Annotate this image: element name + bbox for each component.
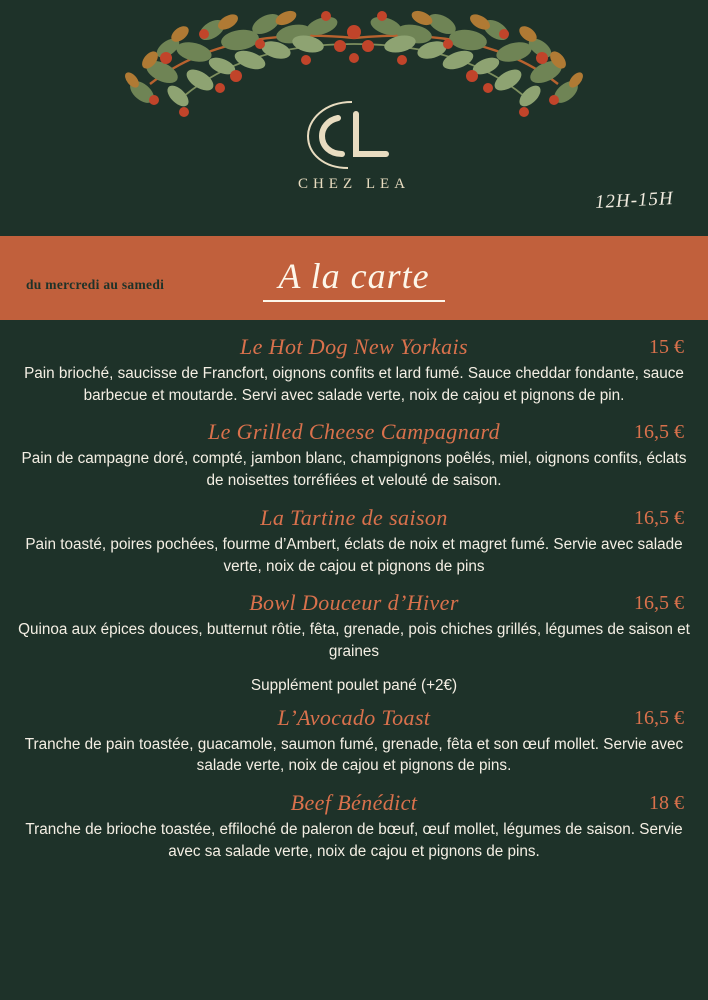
menu-item-name: Bowl Douceur d’Hiver bbox=[249, 590, 459, 616]
menu-item-name: La Tartine de saison bbox=[260, 504, 448, 530]
menu-item-head bbox=[12, 790, 696, 816]
menu-item-description: Pain brioché, saucisse de Francfort, oignons confits et lard fumé. Sauce cheddar fondante, sauce barbecue et moutarde. Servi avec salade verte, noix de cajou et pignons de pin. bbox=[24, 365, 684, 404]
section-banner bbox=[0, 236, 708, 320]
brand-logo bbox=[224, 96, 484, 193]
menu-item-price: 16,5 € bbox=[634, 592, 684, 615]
menu-item-name: Le Hot Dog New Yorkais bbox=[239, 334, 469, 359]
menu-item-head bbox=[12, 419, 696, 445]
menu-item-head bbox=[12, 705, 696, 731]
section-title: A la carte bbox=[278, 256, 430, 296]
menu-item-head bbox=[12, 590, 696, 616]
service-days: du mercredi au samedi bbox=[26, 277, 165, 292]
menu-item-description: Pain toasté, poires pochées, fourme d’Ambert, éclats de noix et magret fumé. Servie avec salade verte, noix de cajou et pignons de pins bbox=[25, 535, 683, 575]
menu-header bbox=[0, 0, 708, 236]
menu-item-name: L’Avocado Toast bbox=[277, 704, 431, 730]
menu-item-price: 16,5 € bbox=[634, 506, 684, 529]
title-underline bbox=[263, 300, 445, 302]
menu-item bbox=[12, 419, 696, 491]
menu-item-name: Le Grilled Cheese Campagnard bbox=[207, 419, 501, 445]
menu-item-price: 16,5 € bbox=[634, 706, 684, 729]
menu-item-description: Quinoa aux épices douces, butternut rôtie, fêta, grenade, pois chiches grillés, légumes de saison et graines bbox=[18, 621, 690, 661]
brand-name: CHEZ LEA bbox=[297, 176, 411, 192]
menu-item-name: Beef Bénédict bbox=[290, 790, 418, 816]
menu-list bbox=[0, 320, 708, 863]
menu-item bbox=[12, 790, 696, 862]
menu-item bbox=[12, 334, 696, 406]
menu-item-description: Tranche de pain toastée, guacamole, saumon fumé, grenade, fêta et son œuf mollet. Servie avec salade verte, noix de cajou et pignons de pins. bbox=[24, 735, 684, 775]
menu-item-description: Pain de campagne doré, compté, jambon blanc, champignons poêlés, miel, oignons confits, éclats de noisettes torréfiées et velouté de saison. bbox=[21, 450, 687, 490]
menu-item-price: 16,5 € bbox=[634, 421, 684, 444]
menu-item bbox=[12, 705, 696, 777]
menu-item-head bbox=[12, 334, 696, 360]
menu-item-head bbox=[12, 505, 696, 531]
menu-item bbox=[12, 590, 696, 662]
menu-item-price: 18 € bbox=[649, 792, 684, 815]
menu-item-description: Tranche de brioche toastée, effiloché de paleron de bœuf, œuf mollet, légumes de saison. Servie avec sa salade verte, noix de cajou et pignons de pins. bbox=[25, 821, 683, 860]
supplement-note: Supplément poulet pané (+2€) bbox=[250, 676, 458, 694]
monogram-icon bbox=[294, 96, 414, 174]
opening-hours: 12H-15H bbox=[594, 187, 675, 214]
menu-item-price: 15 € bbox=[649, 336, 684, 358]
menu-item bbox=[12, 505, 696, 577]
